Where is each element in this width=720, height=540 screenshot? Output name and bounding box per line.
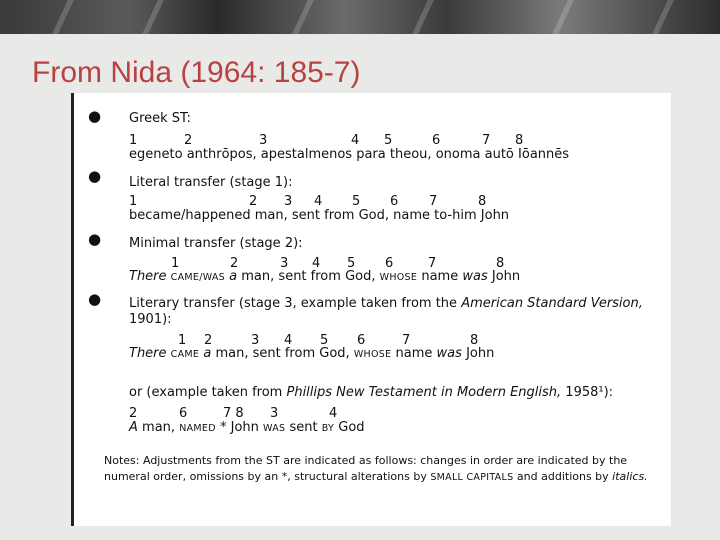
- bullet-icon: ●: [88, 167, 102, 185]
- word-row: There CAME/WAS a man, sent from God, WHOSE name was John: [129, 269, 521, 284]
- word-row: egeneto anthrōpos, apestalmenos para theou, onoma autō Iōannēs: [129, 147, 570, 162]
- decorative-banner: [0, 0, 720, 34]
- word-row: became/happened man, sent from God, name to-him John: [129, 208, 510, 223]
- section-heading-line2: 1901):: [129, 312, 172, 327]
- scanned-document: ● Greek ST: 1 2 3 4 5 6 7 8 egeneto anthrōpos, apestalmenos para theou, onoma autō Iōannēs ● Literal transfer (stage 1): 1 2 3 4 5 6 7 8 became/happened man, sent from God, name to-him John ● Minimal transfer (stage 2): 1 2 3 4 5 6 7 8 There CAME/WAS a man, sent from God, WHOSE name was John ● Literary transfer (stage 3, example taken from the American Standard Version, 1901): 1 2 3 4 5 6 7 8 There CAME a man, sent from God, WHOSE name was John or (example taken from Phillips New Testament in Modern English, 1958¹): 2 6 7 8 3 4 A man, NAMED * John WAS sent BY God Notes: Adjustments from the ST are indicated as follows: changes in order are indicated by the numeral order, omissions by an *, structural alterations by SMALL CAPITALS and additions by italics.: [71, 93, 671, 526]
- notes-paragraph: Notes: Adjustments from the ST are indicated as follows: changes in order are indicated by the numeral order, omissions by an *, structural alterations by SMALL CAPITALS and additions by italics.: [104, 454, 648, 483]
- bullet-icon: ●: [88, 230, 102, 248]
- word-row: There CAME a man, sent from God, WHOSE name was John: [129, 346, 495, 361]
- slide-title: From Nida (1964: 185-7): [32, 56, 361, 89]
- section-heading: Literary transfer (stage 3, example taken from the American Standard Version,: [129, 296, 643, 311]
- phillips-heading: or (example taken from Phillips New Testament in Modern English, 1958¹):: [129, 385, 614, 400]
- section-heading: Greek ST:: [129, 111, 191, 126]
- bullet-icon: ●: [88, 107, 102, 125]
- section-heading: Minimal transfer (stage 2):: [129, 236, 303, 251]
- section-heading: Literal transfer (stage 1):: [129, 175, 293, 190]
- word-row: A man, NAMED * John WAS sent BY God: [129, 420, 365, 435]
- bullet-icon: ●: [88, 290, 102, 308]
